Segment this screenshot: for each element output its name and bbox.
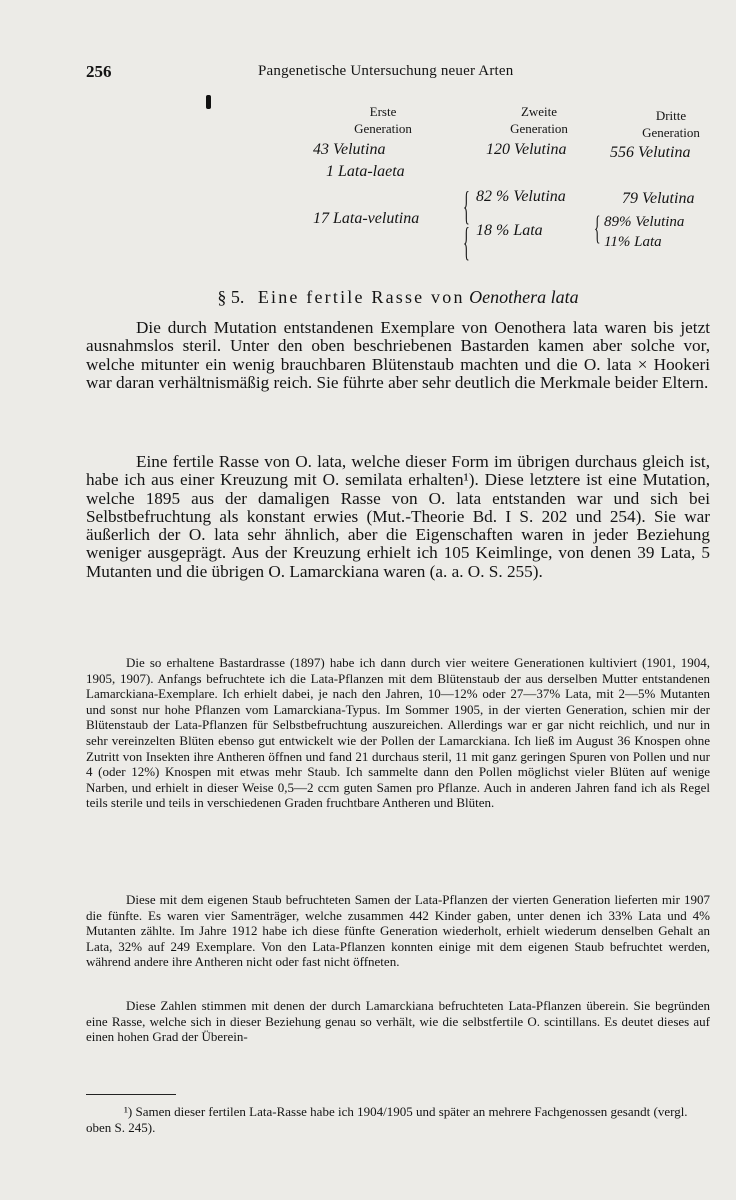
row3-col3a: 89% Velutina xyxy=(604,214,685,230)
row1-col2: 120 Velutina xyxy=(486,141,567,158)
paragraph-1-text: Die durch Mutation entstandenen Exemplare von Oenothera lata waren bis jetzt ausnahmslos steril. Unter den oben beschriebenen Bastarden kamen aber solche vor, welche mitunter ein wenig brauchbaren Blütenstaub machten und die O. lata × Hookeri war daran verhältnismäßig reich. Sie führte aber sehr deutlich die Merkmale beider Eltern. xyxy=(86,318,710,392)
small-paragraph-2 xyxy=(86,892,710,970)
row3-col2a: 82 % Velutina xyxy=(476,188,566,205)
brace-left-lower: { xyxy=(463,219,470,264)
row3-col3b: 11% Lata xyxy=(604,234,662,250)
footnote-rule xyxy=(86,1094,176,1095)
brace-left: { xyxy=(463,183,470,228)
row3-col1: 17 Lata-velutina xyxy=(313,210,420,227)
col2-header-line2: Generation xyxy=(510,121,568,136)
col3-header xyxy=(626,107,716,141)
col1-header-line2: Generation xyxy=(354,121,412,136)
running-head: Pangenetische Untersuchung neuer Arten xyxy=(258,63,514,79)
footnote xyxy=(86,1104,710,1136)
col2-header-line1: Zweite xyxy=(520,104,558,119)
row3-col3-top: 79 Velutina xyxy=(622,190,695,207)
paragraph-2-text: Eine fertile Rasse von O. lata, welche dieser Form im übrigen durchaus gleich ist, habe ich aus einer Kreuzung mit O. semilata erhalten¹). Diese letztere ist eine Mutation, welche 1895 aus der damaligen Rasse von O. lata entstanden war und sich bei Selbstbefruchtung als konstant erwies (Mut.-Theorie Bd. I S. 202 und 254). Sie war äußerlich der O. lata sehr ähnlich, aber die Eigenschaften waren in jeder Beziehung weniger ausgeprägt. Aus der Kreuzung erhielt ich 105 Keimlinge, von denen 39 Lata, 5 Mutanten und die übrigen O. Lamarckiana waren (a. a. O. S. 255). xyxy=(86,452,710,581)
small-paragraph-3 xyxy=(86,998,710,1045)
row3-col2b: 18 % Lata xyxy=(476,222,543,239)
paragraph-1 xyxy=(86,319,710,392)
ink-mark xyxy=(206,95,211,109)
page-number: 256 xyxy=(86,62,112,81)
col1-header-line1: Erste xyxy=(369,104,397,119)
section-title-species: Oenothera lata xyxy=(469,287,579,307)
section-heading xyxy=(86,287,710,308)
small-paragraph-3-text: Diese Zahlen stimmen mit denen der durch Lamarckiana befruchteten Lata-Pflanzen überein. Sie begründen eine Rasse, welche sich in dieser Beziehung genau so verhält, wie die selbstfertile O. scintillans. Es deutet dieses auf einen hohen Grad der Überein- xyxy=(86,998,710,1045)
small-paragraph-2-text: Diese mit dem eigenen Staub befruchteten Samen der Lata-Pflanzen der vierten Generation lieferten mir 1907 die fünfte. Es waren vier Samenträger, welche zusammen 442 Kinder gaben, unter denen ich 33% Lata und 4% Mutanten zählte. Im Jahre 1912 habe ich diese fünfte Generation wiederholt, erhielt wiederum denselben Gehalt an Lata, 32% auf 249 Exemplare. Von den Lata-Pflanzen konnten einige mit dem eigenen Staub befruchtet werden, während andere ihre Antheren nicht oder fast nicht öffneten. xyxy=(86,892,710,970)
col1-header xyxy=(338,103,428,137)
col3-header-line2: Generation xyxy=(642,125,700,140)
row2-col1: 1 Lata-laeta xyxy=(326,163,405,180)
col2-header xyxy=(494,103,584,137)
small-paragraph-1-text: Die so erhaltene Bastardrasse (1897) habe ich dann durch vier weitere Generationen kultiviert (1901, 1904, 1905, 1907). Anfangs befruchtete ich die Lata-Pflanzen mit dem Blütenstaub der aus derselben Mutter entstandenen Lamarckiana-Exemplare. Ich erhielt dabei, je nach den Jahren, 10—12% oder 27—37% Lata, mit 2—5% Mutanten und sonst nur hohe Pflanzen vom Lamarckiana-Typus. Im Sommer 1905, in der vierten Generation, schien mir der Blütenstaub der Lata-Pflanzen für Selbstbefruchtung auszureichen. Allerdings war er gar nicht reichlich, und nur in sehr vereinzelten Blüten ebenso gut entwickelt wie der Pollen der Lamarckiana. Ich ließ im August 36 Knospen ohne Zutritt von Insekten ihre Antheren öffnen und fand 21 durchaus steril, 11 mit ganz geringen Spuren von Pollen und nur 4 (oder 12%) Knospen mit etwas mehr Staub. Ich sammelte dann den Pollen möglichst vieler Blüten auf wenige Narben, und erhielt in dieser Weise 0,5—2 ccm guten Samen pro Pflanze. Auch in anderen Jahren fand ich als Regel teils sterile und teils in verschiedenen Graden fruchtbare Antheren und Blüten. xyxy=(86,655,710,811)
section-number: § 5. xyxy=(217,287,245,307)
section-title: Eine fertile Rasse von xyxy=(257,287,465,307)
brace-right: { xyxy=(594,210,601,247)
small-paragraph-1 xyxy=(86,655,710,811)
col3-header-line1: Dritte xyxy=(655,108,687,123)
page-header xyxy=(86,62,696,82)
footnote-text: ¹) Samen dieser fertilen Lata-Rasse habe ich 1904/1905 und später an mehrere Fachgenossen gesandt (vergl. oben S. 245). xyxy=(86,1104,688,1135)
paragraph-2 xyxy=(86,453,710,581)
row1-col1: 43 Velutina xyxy=(313,141,386,158)
row1-col3: 556 Velutina xyxy=(610,144,691,161)
